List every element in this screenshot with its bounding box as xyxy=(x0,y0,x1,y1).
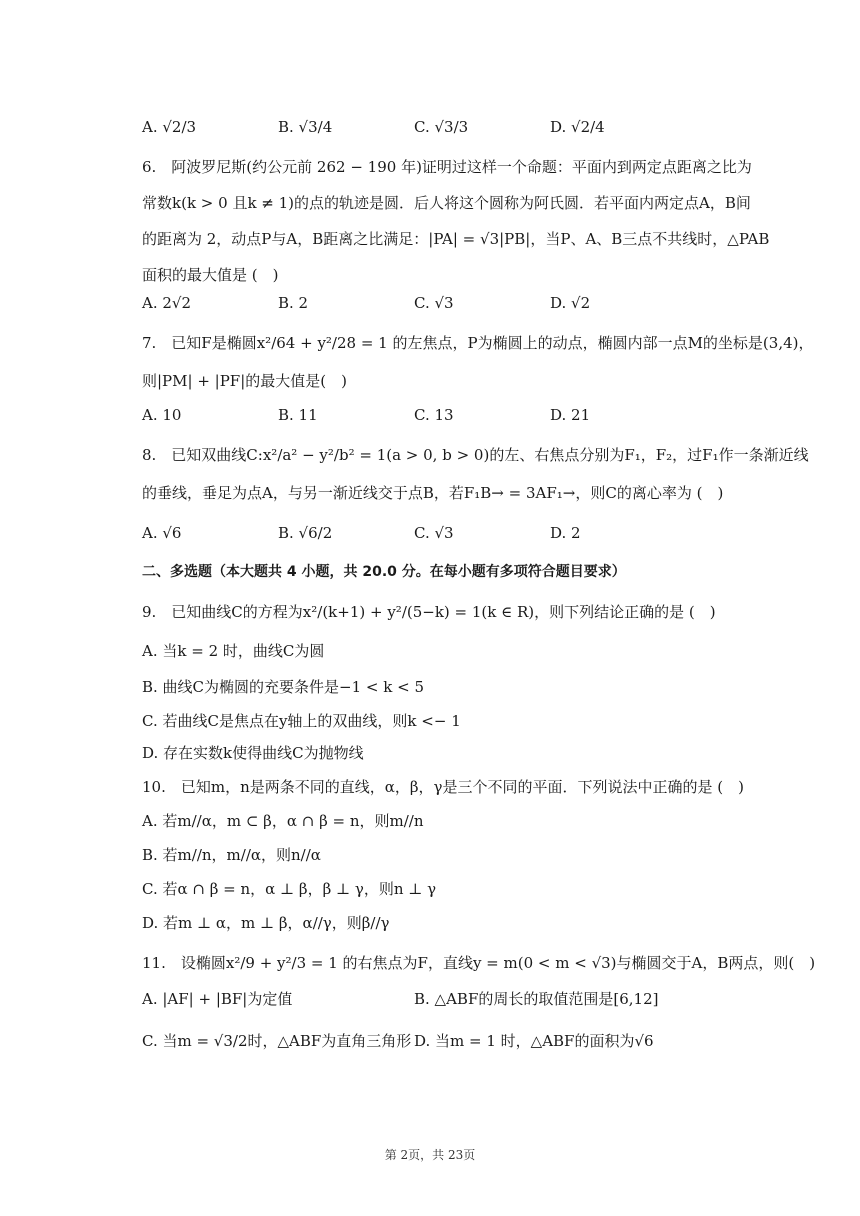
q9-option-c: C. 若曲线C是焦点在y轴上的双曲线，则k <− 1 xyxy=(142,712,461,730)
q6-option-b: B. 2 xyxy=(278,294,309,312)
q6-line-4: 面积的最大值是 ( ) xyxy=(142,266,279,284)
q6-line-3: 的距离为 2，动点P与A，B距离之比满足：|PA| = √3|PB|，当P、A、B三点不共线时，△PAB xyxy=(142,230,770,248)
q5-option-c: C. √3/3 xyxy=(414,118,469,136)
q11-option-d: D. 当m = 1 时，△ABF的面积为√6 xyxy=(414,1032,654,1050)
q10-option-a: A. 若m//α，m ⊂ β，α ∩ β = n，则m//n xyxy=(142,812,424,830)
q6-option-a: A. 2√2 xyxy=(142,294,192,312)
q9-option-a: A. 当k = 2 时，曲线C为圆 xyxy=(142,642,325,660)
q10-option-c: C. 若α ∩ β = n，α ⊥ β，β ⊥ γ，则n ⊥ γ xyxy=(142,880,437,898)
q11-option-b: B. △ABF的周长的取值范围是[6,12] xyxy=(414,990,659,1008)
q8-line-2: 的垂线，垂足为点A，与另一渐近线交于点B，若F₁B→ = 3AF₁→，则C的离心率为 ( ) xyxy=(142,484,724,502)
q6-option-d: D. √2 xyxy=(550,294,591,312)
q7-option-a: A. 10 xyxy=(142,406,182,424)
q6-option-c: C. √3 xyxy=(414,294,454,312)
q8-option-a: A. √6 xyxy=(142,524,182,542)
q10-option-b: B. 若m//n，m//α，则n//α xyxy=(142,846,321,864)
q5-option-a: A. √2/3 xyxy=(142,118,197,136)
q8-line-1: 8. 已知双曲线C:x²/a² − y²/b² = 1(a > 0, b > 0)的左、右焦点分别为F₁，F₂，过F₁作一条渐近线 xyxy=(142,446,809,464)
q8-option-b: B. √6/2 xyxy=(278,524,333,542)
q7-line-1: 7. 已知F是椭圆x²/64 + y²/28 = 1 的左焦点，P为椭圆上的动点，椭圆内部一点M的坐标是(3,4)， xyxy=(142,334,814,352)
q7-line-2: 则|PM| + |PF|的最大值是( ) xyxy=(142,372,347,390)
q11-line-1: 11. 设椭圆x²/9 + y²/3 = 1 的右焦点为F，直线y = m(0 < m < √3)与椭圆交于A，B两点，则( ) xyxy=(142,954,816,972)
q11-option-c: C. 当m = √3/2时，△ABF为直角三角形 xyxy=(142,1032,412,1050)
q5-option-d: D. √2/4 xyxy=(550,118,605,136)
q8-option-c: C. √3 xyxy=(414,524,454,542)
q7-option-b: B. 11 xyxy=(278,406,318,424)
q10-line-1: 10. 已知m，n是两条不同的直线，α，β，γ是三个不同的平面．下列说法中正确的是 ( ) xyxy=(142,778,744,796)
q7-option-c: C. 13 xyxy=(414,406,454,424)
q6-line-2: 常数k(k > 0 且k ≠ 1)的点的轨迹是圆．后人将这个圆称为阿氏圆．若平面内两定点A，B间 xyxy=(142,194,751,212)
page-footer: 第 2页，共 23页 xyxy=(384,1148,476,1162)
q5-option-b: B. √3/4 xyxy=(278,118,333,136)
q11-option-a: A. |AF| + |BF|为定值 xyxy=(142,990,293,1008)
section-heading-multiple-choice: 二、多选题（本大题共 4 小题，共 20.0 分。在每小题有多项符合题目要求） xyxy=(142,564,626,580)
q9-option-d: D. 存在实数k使得曲线C为抛物线 xyxy=(142,744,364,762)
q9-option-b: B. 曲线C为椭圆的充要条件是−1 < k < 5 xyxy=(142,678,424,696)
q6-line-1: 6. 阿波罗尼斯(约公元前 262 − 190 年)证明过这样一个命题：平面内到两定点距离之比为 xyxy=(142,158,752,176)
q9-line-1: 9. 已知曲线C的方程为x²/(k+1) + y²/(5−k) = 1(k ∈ R)，则下列结论正确的是 ( ) xyxy=(142,603,716,621)
q10-option-d: D. 若m ⊥ α，m ⊥ β，α//γ，则β//γ xyxy=(142,914,390,932)
q8-option-d: D. 2 xyxy=(550,524,581,542)
q7-option-d: D. 21 xyxy=(550,406,591,424)
